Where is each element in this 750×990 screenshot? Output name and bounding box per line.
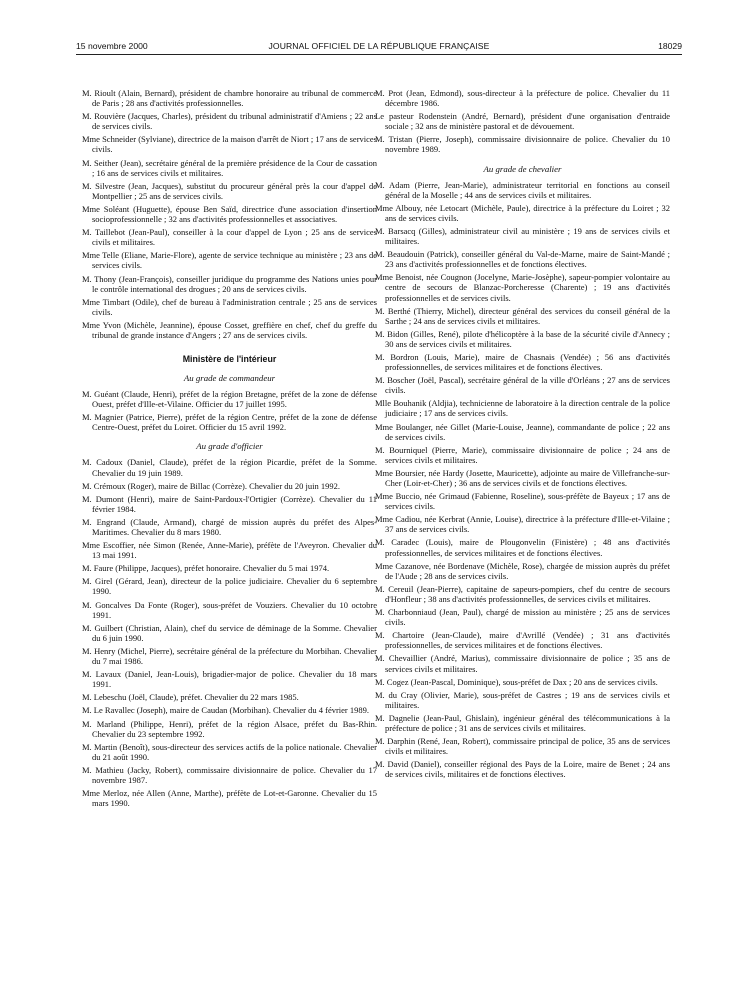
decoration-entry: M. Adam (Pierre, Jean-Marie), administrateur territorial en fonctions au conseil général de la Moselle ; 44 ans de services civils et militaires. [375,179,670,200]
left-column [82,88,377,811]
decoration-entry: M. Dumont (Henri), maire de Saint-Pardoux-l'Ortigier (Corrèze). Chevalier du 11 février 1984. [82,493,377,514]
right-column [375,88,670,782]
decoration-entry: M. Berthé (Thierry, Michel), directeur général des services du conseil général de la Sarthe ; 24 ans de services civils et militaires. [375,305,670,326]
decoration-entry: Mme Boursier, née Hardy (Josette, Mauricette), adjointe au maire de Villefranche-sur-Cher (Loir-et-Cher) ; 36 ans de services civils et de fonctions électives. [375,467,670,488]
decoration-entry: Mme Boulanger, née Gillet (Marie-Louise, Jeanne), commandante de police ; 22 ans de services civils. [375,421,670,442]
decoration-entry: M. Henry (Michel, Pierre), secrétaire général de la préfecture du Morbihan. Chevalier du 7 mai 1986. [82,645,377,667]
decoration-entry: M. Le Ravallec (Joseph), maire de Caudan (Morbihan). Chevalier du 4 février 1989. [82,705,370,716]
decoration-entry: M. Lebeschu (Joël, Claude), préfet. Chevalier du 22 mars 1985. [82,692,299,703]
decoration-entry: M. Thony (Jean-François), conseiller juridique du programme des Nations unies pour le contrôle international des drogues ; 20 ans de services civils. [82,273,377,294]
decoration-entry: M. Charbonniaud (Jean, Paul), chargé de mission au ministère ; 25 ans de services civils. [375,607,670,628]
decoration-entry: M. Chevaillier (André, Marius), commissaire divisionnaire de police ; 35 ans de services civils et militaires. [375,653,670,674]
decoration-entry: M. Goncalves Da Fonte (Roger), sous-préfet de Vouziers. Chevalier du 10 octobre 1991. [82,599,377,620]
decoration-entry: Mme Timbart (Odile), chef de bureau à l'administration centrale ; 25 ans de services civils. [82,296,377,317]
decoration-entry: M. Marland (Philippe, Henri), préfet de la région Alsace, préfet du Bas-Rhin. Chevalier du 23 septembre 1992. [82,718,377,739]
section-title: Ministère de l'intérieur [182,354,277,365]
decoration-entry: M. Boscher (Joël, Pascal), secrétaire général de la ville d'Orléans ; 27 ans de services civils. [375,375,670,396]
decoration-entry: M. Darphin (René, Jean, Robert), commissaire principal de police, 35 ans de services civils et militaires. [375,736,670,757]
decoration-entry: M. Bidon (Gilles, René), pilote d'hélicoptère à la base de la sécurité civile d'Annecy ; 30 ans de services civils et militaires. [375,328,670,349]
decoration-entry: M. Beaudouin (Patrick), conseiller général du Val-de-Marne, maire de Saint-Mandé ; 23 ans d'activités professionnelles et de fonctions électives. [375,249,670,270]
decoration-entry: M. Barsacq (Gilles), administrateur civil au ministère ; 19 ans de services civils et militaires. [375,225,670,247]
decoration-entry: Mme Cadiou, née Kerbrat (Annie, Louise), directrice à la préfecture d'Ille-et-Vilaine ; 37 ans de services civils. [375,514,670,535]
issue-date: 15 novembre 2000 [76,41,148,51]
decoration-entry: M. Crémoux (Roger), maire de Billac (Corrèze). Chevalier du 20 juin 1992. [82,480,340,491]
decoration-entry: Mme Yvon (Michèle, Jeannine), épouse Cosset, greffière en chef, chef du greffe du tribunal de grande instance d'Angers ; 27 ans de services civils. [82,319,377,340]
decoration-entry: M. Taillebot (Jean-Paul), conseiller à la cour d'appel de Lyon ; 25 ans de services civils et militaires. [82,227,377,248]
decoration-entry: Mme Albouy, née Letocart (Michèle, Paule), directrice à la préfecture du Loiret ; 32 ans de services civils. [375,202,670,223]
decoration-entry: Mme Soléant (Huguette), épouse Ben Saïd, directrice d'une association d'insertion socioprofessionnelle ; 32 ans d'activités professionnelles et associatives. [82,203,377,225]
decoration-entry: M. Prot (Jean, Edmond), sous-directeur à la préfecture de police. Chevalier du 11 décembre 1986. [375,88,670,109]
decoration-entry: M. Tristan (Pierre, Joseph), commissaire divisionnaire de police. Chevalier du 10 novembre 1989. [375,134,670,155]
decoration-entry: M. Cereuil (Jean-Pierre), capitaine de sapeurs-pompiers, chef du centre de secours d'Honfleur ; 38 ans d'activités professionnelles, de services civils et militaires. [375,583,670,604]
decoration-entry: M. du Cray (Olivier, Marie), sous-préfet de Castres ; 19 ans de services civils et militaires. [375,689,670,710]
decoration-entry: M. Caradec (Louis), maire de Plougonvelin (Finistère) ; 48 ans d'activités professionnelles, de services militaires et de fonctions électives. [375,537,670,558]
grade-heading: Au grade de chevalier [483,163,562,174]
decoration-entry: M. Rioult (Alain, Bernard), président de chambre honoraire au tribunal de commerce de Paris ; 28 ans d'activités professionnelles. [82,88,377,109]
decoration-entry: M. Bourniquel (Pierre, Marie), commissaire divisionnaire de police ; 24 ans de services civils et militaires. [375,444,670,465]
decoration-entry: M. Rouvière (Jacques, Charles), président du tribunal administratif d'Amiens ; 22 ans de services civils. [82,111,377,132]
decoration-entry: Mme Benoist, née Cougnon (Jocelyne, Marie-Josèphe), sapeur-pompier volontaire au centre de secours de Blanzac-Porcheresse (Charente) ; 19 ans d'activités professionnelles et de services civils. [375,272,670,303]
page-header [76,40,682,55]
decoration-entry: M. Lavaux (Daniel, Jean-Louis), brigadier-major de police. Chevalier du 18 mars 1991. [82,669,377,690]
decoration-entry: M. Girel (Gérard, Jean), directeur de la police judiciaire. Chevalier du 6 septembre 1990. [82,576,377,597]
decoration-entry: Le pasteur Rodenstein (André, Bernard), président d'une organisation d'entraide sociale ; 32 ans de ministère pastoral et de dévouement. [375,111,670,132]
decoration-entry: M. Engrand (Claude, Armand), chargé de mission auprès du préfet des Alpes-Maritimes. Chevalier du 8 mars 1980. [82,516,377,537]
decoration-entry: M. Guilbert (Christian, Alain), chef du service de déminage de la Somme. Chevalier du 6 juin 1990. [82,622,377,643]
decoration-entry: M. Cogez (Jean-Pascal, Dominique), sous-préfet de Dax ; 20 ans de services civils. [375,676,658,687]
decoration-entry: Mme Buccio, née Grimaud (Fabienne, Roseline), sous-préfète de Bayeux ; 17 ans de services civils. [375,491,670,512]
decoration-entry: M. Dagnelie (Jean-Paul, Ghislain), ingénieur général des télécommunications à la préfecture de police ; 31 ans de services civils et militaires. [375,712,670,733]
journal-title: JOURNAL OFFICIEL DE LA RÉPUBLIQUE FRANÇAISE [268,41,490,51]
decoration-entry: M. Cadoux (Daniel, Claude), préfet de la région Picardie, préfet de la Somme. Chevalier du 19 juin 1989. [82,457,377,478]
decoration-entry: M. Bordron (Louis, Marie), maire de Chasnais (Vendée) ; 56 ans d'activités professionnelles, de services militaires et de fonctions électives. [375,351,670,373]
decoration-entry: M. Silvestre (Jean, Jacques), substitut du procureur général près la cour d'appel de Montpellier ; 25 ans de services civils. [82,180,377,201]
decoration-entry: Mme Merloz, née Allen (Anne, Marthe), préfète de Lot-et-Garonne. Chevalier du 15 mars 1990. [82,788,377,809]
decoration-entry: M. Mathieu (Jacky, Robert), commissaire divisionnaire de police. Chevalier du 17 novembre 1987. [82,764,377,785]
decoration-entry: M. Martin (Benoît), sous-directeur des services actifs de la police nationale. Chevalier du 21 août 1990. [82,741,377,762]
decoration-entry: M. Chartoire (Jean-Claude), maire d'Avrillé (Vendée) ; 31 ans d'activités professionnelles, de services militaires et de fonctions électives. [375,630,670,651]
decoration-entry: Mme Cazanove, née Bordenave (Michèle, Rose), chargée de mission auprès du préfet de l'Aude ; 28 ans de services civils. [375,560,670,581]
grade-heading: Au grade de commandeur [183,373,276,384]
decoration-entry: M. Faure (Philippe, Jacques), préfet honoraire. Chevalier du 5 mai 1974. [82,563,330,574]
decoration-entry: Mme Schneider (Sylviane), directrice de la maison d'arrêt de Niort ; 17 ans de services civils. [82,134,377,155]
decoration-entry: M. Magnier (Patrice, Pierre), préfet de la région Centre, préfet de la zone de défense Centre-Ouest, préfet du Loiret. Officier du 15 avril 1992. [82,412,377,433]
decoration-entry: Mme Escoffier, née Simon (Renée, Anne-Marie), préfète de l'Aveyron. Chevalier du 13 mai 1991. [82,540,377,561]
decoration-entry: Mme Telle (Eliane, Marie-Flore), agente de service technique au ministère ; 23 ans de services civils. [82,250,377,271]
grade-heading: Au grade d'officier [196,441,263,452]
decoration-entry: M. Guéant (Claude, Henri), préfet de la région Bretagne, préfet de la zone de défense Ouest, préfet d'Ille-et-Vilaine. Officier du 17 juillet 1995. [82,389,377,410]
decoration-entry: M. Seither (Jean), secrétaire général de la première présidence de la Cour de cassation ; 16 ans de services civils et militaires. [82,157,377,178]
decoration-entry: Mlle Bouhanik (Aldjia), technicienne de laboratoire à la direction centrale de la police judiciaire ; 17 ans de services civils. [375,398,670,419]
decoration-entry: M. David (Daniel), conseiller régional des Pays de la Loire, maire de Benet ; 24 ans de services civils, militaires et de fonctions électives. [375,759,670,780]
page-number: 18029 [658,41,682,51]
